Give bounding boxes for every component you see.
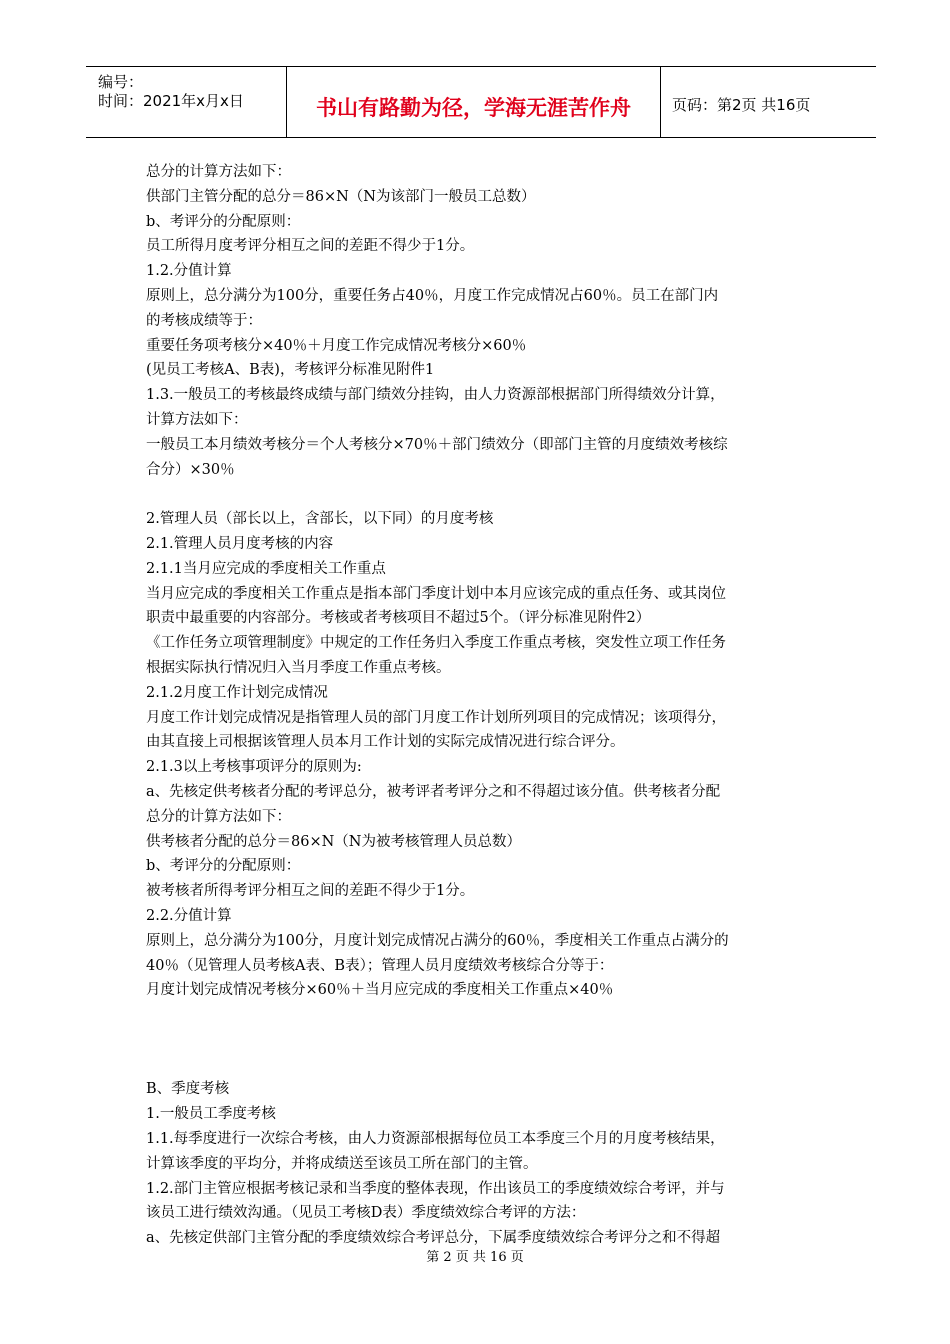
paragraph-line: 2.1.2月度工作计划完成情况 [146, 684, 328, 701]
blank-line [146, 482, 826, 507]
paragraph-line: 由其直接上司根据该管理人员本月工作计划的实际完成情况进行综合评分。 [146, 734, 625, 751]
paragraph-line: 员工所得月度考评分相互之间的差距不得少于1分。 [146, 238, 475, 255]
paragraph-line: 1.3.一般员工的考核最终成绩与部门绩效分挂钩，由人力资源部根据部门所得绩效分计算， [146, 387, 725, 404]
paragraph-line: 月度计划完成情况考核分×60％＋当月应完成的季度相关工作重点×40％ [146, 982, 614, 999]
motto-text: 书山有路勤为径，学海无涯苦作舟 [316, 96, 631, 120]
paragraph-line: 2.2.分值计算 [146, 907, 232, 924]
paragraph-line: 计算方法如下： [146, 411, 248, 428]
paragraph-line: 供部门主管分配的总分＝86×N（N为该部门一般员工总数） [146, 188, 536, 205]
paragraph-line: a、先核定供考核者分配的考评总分，被考评者考评分之和不得超过该分值。供考核者分配 [146, 783, 721, 800]
document-body [146, 160, 826, 1251]
paragraph-line: 计算该季度的平均分，并将成绩送至该员工所在部门的主管。 [146, 1155, 538, 1172]
paragraph-line: a、先核定供部门主管分配的季度绩效综合考评总分，下属季度绩效综合考评分之和不得超 [146, 1230, 721, 1247]
page-info: 页码：第2页 共16页 [672, 96, 811, 114]
blank-line [146, 1053, 826, 1078]
blank-line [146, 1003, 826, 1028]
header-left-cell [86, 67, 287, 137]
paragraph-line: 职责中最重要的内容部分。考核或者考核项目不超过5个。（评分标准见附件2） [146, 610, 651, 627]
paragraph-line: 当月应完成的季度相关工作重点是指本部门季度计划中本月应该完成的重点任务、或其岗位 [146, 585, 726, 602]
paragraph-line: 2.1.3以上考核事项评分的原则为: [146, 759, 362, 776]
paragraph-line: 2.1.管理人员月度考核的内容 [146, 535, 334, 552]
page-header [86, 66, 876, 138]
paragraph-line: 原则上，总分满分为100分，月度计划完成情况占满分的60％，季度相关工作重点占满分的 [146, 932, 729, 949]
paragraph-line: 合分）×30％ [146, 461, 235, 478]
doc-number-label: 编号： [98, 73, 144, 91]
paragraph-line: 2.1.1当月应完成的季度相关工作重点 [146, 560, 386, 577]
paragraph-line: B、季度考核 [146, 1081, 230, 1098]
paragraph-line: 的考核成绩等于： [146, 312, 262, 329]
paragraph-line: 该员工进行绩效沟通。（见员工考核D表）季度绩效综合考评的方法： [146, 1205, 586, 1222]
paragraph-line: 1.2.分值计算 [146, 263, 232, 280]
paragraph-line: 《工作任务立项管理制度》中规定的工作任务归入季度工作重点考核，突发性立项工作任务 [146, 635, 726, 652]
header-right-cell [662, 67, 876, 137]
paragraph-line: b、考评分的分配原则： [146, 858, 301, 875]
paragraph-line: b、考评分的分配原则： [146, 213, 301, 230]
paragraph-line: 月度工作计划完成情况是指管理人员的部门月度工作计划所列项目的完成情况；该项得分， [146, 709, 726, 726]
paragraph-line: 原则上，总分满分为100分，重要任务占40％，月度工作完成情况占60％。员工在部门内 [146, 287, 719, 304]
page-footer: 第 2 页 共 16 页 [426, 1250, 524, 1265]
date-line: 时间：2021年x月x日 [98, 92, 244, 110]
header-motto-cell [287, 67, 661, 137]
paragraph-line: 1.2.部门主管应根据考核记录和当季度的整体表现，作出该员工的季度绩效综合考评，并与 [146, 1180, 725, 1197]
blank-line [146, 1028, 826, 1053]
paragraph-line: (见员工考核A、B表)，考核评分标准见附件1 [146, 362, 435, 379]
paragraph-line: 总分的计算方法如下： [146, 164, 291, 180]
paragraph-line: 被考核者所得考评分相互之间的差距不得少于1分。 [146, 883, 475, 900]
paragraph-line: 根据实际执行情况归入当月季度工作重点考核。 [146, 659, 451, 676]
paragraph-line: 供考核者分配的总分＝86×N（N为被考核管理人员总数） [146, 833, 521, 850]
paragraph-line: 1.一般员工季度考核 [146, 1106, 276, 1123]
paragraph-line: 2.管理人员（部长以上，含部长，以下同）的月度考核 [146, 511, 494, 528]
paragraph-line: 一般员工本月绩效考核分＝个人考核分×70％＋部门绩效分（即部门主管的月度绩效考核综 [146, 436, 728, 453]
paragraph-line: 总分的计算方法如下： [146, 808, 291, 825]
paragraph-line: 重要任务项考核分×40％＋月度工作完成情况考核分×60％ [146, 337, 527, 354]
paragraph-line: 1.1.每季度进行一次综合考核，由人力资源部根据每位员工本季度三个月的月度考核结果， [146, 1131, 725, 1148]
paragraph-line: 40％（见管理人员考核A表、B表）；管理人员月度绩效考核综合分等于： [146, 957, 614, 974]
